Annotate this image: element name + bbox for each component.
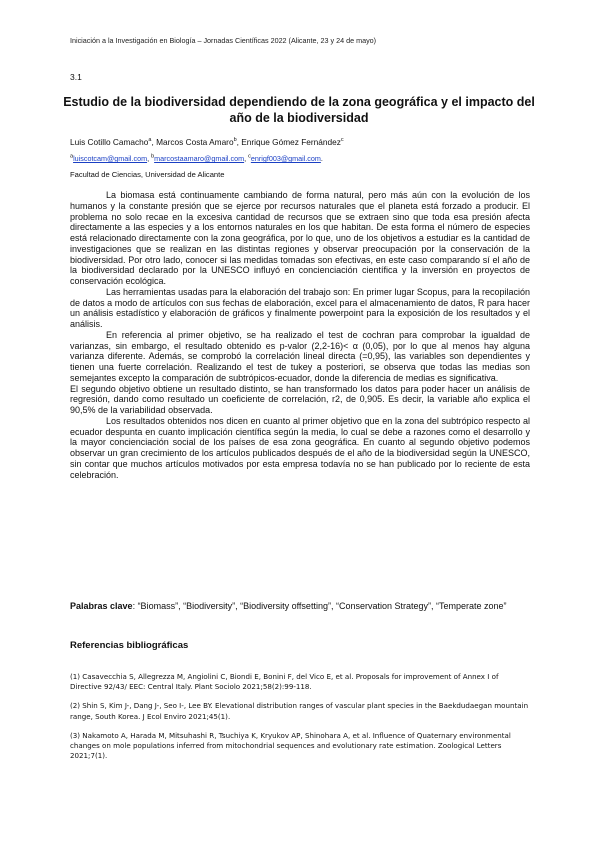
- keywords: [70, 601, 532, 612]
- references-heading: Referencias bibliográficas: [70, 640, 189, 651]
- email-list: [70, 154, 540, 163]
- reference-item: (2) Shin S, Kim J-, Dang J-, Seo I-, Lee BY. Elevational distribution ranges of vascular plant species in the Baekdudaegan mountain range, South Korea. J Ecol Enviro 2021;45(1).: [70, 701, 529, 721]
- reference-item: (1) Casavecchia S, Allegrezza M, Angiolini C, Biondi E, Bonini F, del Vico E, et al. Proposals for improvement of Annex I of Directive 92/43/ EEC: Central Italy. Plant Sociolo 2021;58(2):99-118.: [70, 672, 499, 692]
- author-list: [70, 137, 540, 147]
- body-paragraph: Los resultados obtenidos nos dicen en cuanto al primer objetivo que en la zona del subtrópico respecto al ecuador despunta en cuanto implicación científica según la media, lo cual se debe a razones como el desarrollo y la mayor concienciación social de los países de esa zona geográfica. En cuanto al segundo objetivo podemos observar un gran crecimiento de los artículos publicados después de el año de la biodiversidad según la UNESCO, sin contar que muchos artículos motivados por esta empresa todavía no se han publicado por lo reciente de esta celebración.: [70, 415, 530, 480]
- paper-title: Estudio de la biodiversidad dependiendo de la zona geográfica y el impacto del año de la biodiversidad: [63, 95, 535, 125]
- email-link[interactable]: marcostaamaro@gmail.com: [154, 154, 245, 164]
- affiliation: Facultad de Ciencias, Universidad de Alicante: [70, 170, 225, 179]
- body-paragraph: Las herramientas usadas para la elaboración del trabajo son: En primer lugar Scopus, para la recopilación de datos a modo de artículos con sus fechas de elaboración, excel para el almacenamiento de datos, R para hacer un análisis estadístico y elaboración de gráficos y finalmente powerpoint para la exposición de los resultados y el análisis.: [70, 286, 530, 329]
- email-entry: $^b$marcostaamaro@gmail.com,: [151, 154, 249, 164]
- email-link[interactable]: luiscotcam@gmail.com: [73, 154, 148, 164]
- author: Luis Cotillo Camacho$^a$,: [70, 137, 157, 147]
- running-header: Iniciación a la Investigación en Biología – Jornadas Científicas 2022 (Alicante, 23 y 24 de mayo): [70, 36, 377, 45]
- author: Enrique Gómez Fernández$^c$: [241, 137, 344, 147]
- email-entry: $^a$luiscotcam@gmail.com,: [70, 154, 152, 164]
- keywords-label: Palabras clave: [70, 601, 133, 611]
- section-number: 3.1: [70, 72, 82, 82]
- body-paragraph: El segundo objetivo obtiene un resultado distinto, se han transformado los datos para poder hacer un análisis de regresión, dando como resultado un coeficiente de correlación, r2, de 0,905. Es decir, la variable año explica el 90,5% de la variabilidad observada.: [70, 383, 530, 415]
- reference-item: (3) Nakamoto A, Harada M, Mitsuhashi R, Tsuchiya K, Kryukov AP, Shinohara A, et al. Influence of Quaternary environmental changes on mole populations inferred from mitochondrial sequences and evolutionary rate estimation. Zoological Letters 2021;7(1).: [70, 730, 511, 761]
- email-link[interactable]: enrigf003@gmail.com: [250, 154, 321, 164]
- author: Marcos Costa Amaro$^b$,: [156, 137, 242, 147]
- reference-list: [70, 672, 532, 770]
- abstract-body: [70, 190, 530, 480]
- email-entry: $^c$enrigf003@gmail.com.: [248, 154, 323, 164]
- body-paragraph: En referencia al primer objetivo, se ha realizado el test de cochran para comprobar la igualdad de varianzas, sin embargo, el resultado obtenido es p-valor (2,2-16)< α (0,05), por lo que al menos hay alguna varianza diferente. Además, se comprobó la correlación lineal directa (=0,95), las variables son dependientes y tienen una fuerte correlación. Realizando el test de tukey a posteriori, se observa que todas las medias son semejantes excepto la comparación de subtrópicos-ecuador, donde la diferencia de medias es significativa.: [70, 329, 530, 383]
- body-paragraph: La biomasa está continuamente cambiando de forma natural, pero más aún con la evolución de los humanos y la constante presión que se ejerce por recursos naturales que el planeta está forzado a producir. El problema no solo recae en la excesiva cantidad de recursos que se extraen sino que toda esa presión afecta directamente a las especies y a los entornos naturales en los que habitan. De esta forma el número de especies está relacionado directamente con la zona geográfica, por lo que, uno de los objetivos a estudiar es la cantidad de investigaciones que se realizan en las distintas regiones y observar preocupación por la conservación de la biodiversidad. Por otro lado, conocer si las medidas tomadas son efectivas, en este caso comparando sí el año de la biodiversidad declarado por la UNESCO influyó en concienciación científica y la inversión en proyectos de conservación ecológica.: [70, 190, 530, 286]
- keywords-text: : “Biomass”, “Biodiversity”, “Biodiversity offsetting”, “Conservation Strategy”, “Temperate zone”: [132, 601, 507, 611]
